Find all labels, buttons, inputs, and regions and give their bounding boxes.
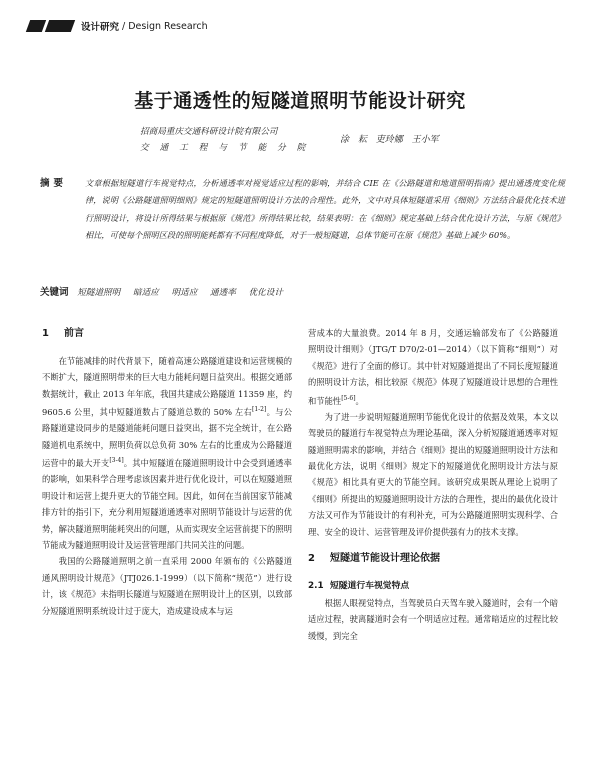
header-separator: / — [122, 20, 126, 32]
paragraph: 为了进一步说明短隧道照明节能优化设计的依据及效果，本文以驾驶员的隧道行车视觉特点为理论基础，深入分析短隧道通透率对短隧道照明需求的影响，并结合《细则》提出的短隧道照明设计方法和最优化方法，说明《细则》规定下的短隧道优化照明设计方法与原《规范》相比具有更大的节能空间。该研究成果既从理论上说明了《细则》所提出的短隧道照明设计方法的合理性，提出的最优化设计方法又可作为节能设计的有利补充，可为公路隧道照明实现科学、合理、安全的设计、运营管理及评价提供强有力的技术支撑。 — [308, 411, 558, 537]
affiliation-line-1: 招商局重庆交通科研设计院有限公司 — [140, 127, 278, 137]
section-number: 1 — [42, 328, 49, 339]
affiliation-line-2: 交通工程与节能分院 — [140, 143, 317, 153]
paragraph: 我国的公路隧道照明之前一直采用 2000 年颁布的《公路隧道通风照明设计规范》（JTJ026.1-1999）（以下简称“规范”）进行设计，该《规范》未指明长隧道与短隧道在照明设计上的区别，以致部分短隧道照明系统设计过于庞大，造成建设成本与运 — [42, 556, 292, 616]
header-section: 设计研究 — [81, 22, 120, 33]
abstract — [40, 175, 565, 244]
keyword: 通透率 — [210, 288, 236, 298]
abstract-label: 摘要 — [40, 178, 68, 189]
paragraph-text: 。其中短隧道在隧道照明设计中会受到通透率的影响，如果科学合理考虑该因素并进行优化设计，可以在短隧道照明设计和运营上提升更大的节能空间。因此，如何在当前国家节能减排方针的指引下，充分利用短隧道通透率对照明节能设计与运营的优势，解决隧道照明能耗突出的问题，从而实现安全运营前提下的照明节能成为隧道照明设计及运营管理部门共同关注的问题。 — [42, 457, 292, 550]
running-header — [28, 18, 208, 34]
paragraph-text: 。与公路隧道建设同步的是隧道能耗问题日益突出，据不完全统计，在公路隧道机电系统中，照明负荷以总负荷 30% 左右的比重成为公路隧道运营中的最大开支 — [42, 406, 292, 468]
authors: 涂 耘 吏玲娜 王小军 — [340, 135, 439, 145]
section-heading — [42, 325, 292, 343]
citation: [3-4] — [109, 457, 124, 465]
section-number: 2 — [308, 553, 315, 565]
header-decor-bar — [45, 20, 75, 32]
subsection-title: 短隧道行车视觉特点 — [330, 581, 410, 592]
keywords — [40, 284, 565, 298]
section-title: 短隧道节能设计理论依据 — [330, 553, 440, 565]
paragraph — [42, 353, 292, 553]
keyword: 明适应 — [171, 288, 198, 298]
subsection-heading — [308, 578, 558, 595]
affiliation — [140, 124, 316, 156]
subsection-number: 2.1 — [308, 581, 324, 592]
paragraph-text: 。 — [355, 395, 364, 406]
section-title: 前言 — [64, 328, 84, 339]
paragraph — [308, 325, 558, 409]
keyword: 短隧道照明 — [77, 288, 121, 298]
keyword: 优化设计 — [248, 288, 283, 298]
right-column — [308, 325, 558, 644]
article-title: 基于通透性的短隧道照明节能设计研究 — [134, 90, 466, 112]
paragraph-text: 营成本的大量浪费。2014 年 8 月，交通运输部发布了《公路隧道照明设计细则》（JTG/T D70/2-01—2014）（以下简称“细则”）对《规范》进行了全面的修订。其中针对短隧道提出了不同长度短隧道的照明设计方法，相比较原《规范》体现了短隧道设计思想的合理性和节能性 — [308, 328, 558, 406]
header-decor-bar — [26, 20, 46, 32]
paragraph: 根据人眼视觉特点，当驾驶员白天驾车驶入隧道时，会有一个暗适应过程，驶离隧道时会有一个明适应过程。通常暗适应的过程比较缓慢，到完全 — [308, 598, 558, 641]
left-column — [42, 325, 292, 619]
citation: [5-6] — [341, 394, 356, 402]
keyword: 暗适应 — [132, 288, 159, 298]
header-section-en: Design Research — [128, 20, 208, 32]
paragraph-text: 在节能减排的时代背景下，随着高速公路隧道建设和运营规模的不断扩大，隧道照明带来的巨大电力能耗问题日益突出。根据交通部数据统计，截止 2013 年年底，我国共建成公路隧道 11359 座，约 9605.6 公里，其中短隧道数占了隧道总数的 50% 左右 — [42, 356, 292, 417]
citation: [1-2] — [252, 406, 267, 414]
section-heading — [308, 550, 558, 568]
abstract-text: 文章根据短隧道行车视觉特点，分析通透率对视觉适应过程的影响，并结合 CIE 在《公路隧道和地道照明指南》提出通透度变化规律，说明《公路隧道照明细则》规定的短隧道照明设计方法的合理性。此外，文中对具体短隧道采用《细则》方法结合最优化技术进行照明设计，将设计所得结果与根据原《规范》所得结果比较，结果表明：在《细则》规定基础上结合优化设计方法，与原《规范》相比，可使每个照明区段的照明能耗都有不同程度降低，对于一般短隧道，总体节能可在原《规范》基础上减少 60%。 — [85, 178, 565, 240]
keywords-label: 关键词 — [40, 287, 69, 298]
